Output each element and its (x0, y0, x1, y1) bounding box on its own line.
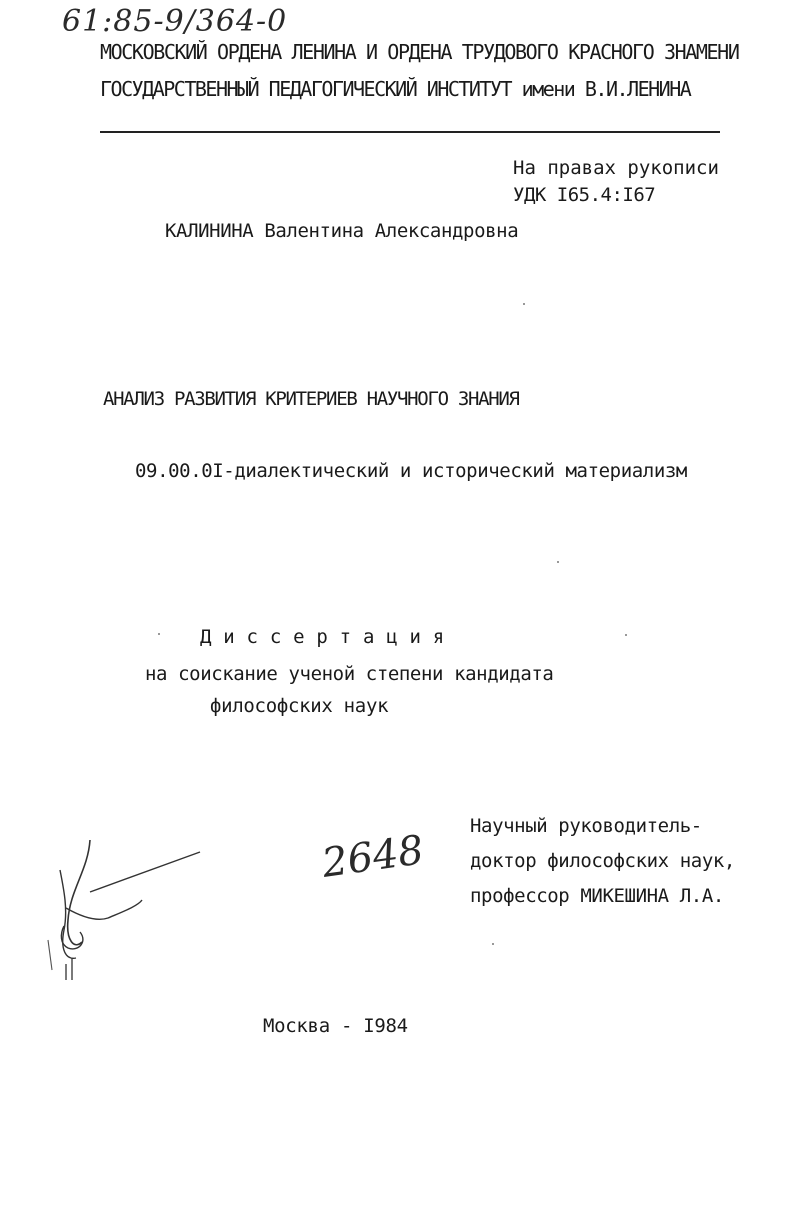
handwritten-number: 2648 (319, 827, 427, 887)
paper-speck (492, 943, 494, 945)
dissertation-heading: Д и с с е р т а ц и я (200, 626, 445, 648)
supervisor-line-2: доктор философских наук, (470, 850, 735, 872)
dissertation-title: АНАЛИЗ РАЗВИТИЯ КРИТЕРИЕВ НАУЧНОГО ЗНАНИЯ (103, 388, 519, 410)
author-name: КАЛИНИНА Валентина Александровна (165, 220, 519, 242)
paper-speck (158, 633, 160, 635)
degree-field: философских наук (210, 695, 389, 717)
specialty-code: 09.00.0I-диалектический и исторический материализм (135, 460, 687, 482)
handwritten-signature (30, 830, 220, 1000)
paper-speck (523, 303, 525, 305)
degree-line: на соискание ученой степени кандидата (145, 663, 554, 685)
paper-speck (557, 561, 559, 563)
place-and-year: Москва - I984 (263, 1015, 408, 1037)
supervisor-line-3: профессор МИКЕШИНА Л.А. (470, 885, 724, 907)
header-divider (100, 131, 720, 133)
manuscript-rights: На правах рукописи (513, 157, 719, 179)
udk-code: УДК I65.4:I67 (513, 184, 656, 206)
institution-line-2: ГОСУДАРСТВЕННЫЙ ПЕДАГОГИЧЕСКИЙ ИНСТИТУТ имени В.И.ЛЕНИНА (100, 77, 691, 101)
supervisor-line-1: Научный руководитель- (470, 815, 702, 837)
paper-speck (625, 634, 627, 636)
institution-line-1: МОСКОВСКИЙ ОРДЕНА ЛЕНИНА И ОРДЕНА ТРУДОВОГО КРАСНОГО ЗНАМЕНИ (100, 40, 739, 64)
archive-number-handwritten: 61:85-9/364-0 (62, 4, 288, 39)
